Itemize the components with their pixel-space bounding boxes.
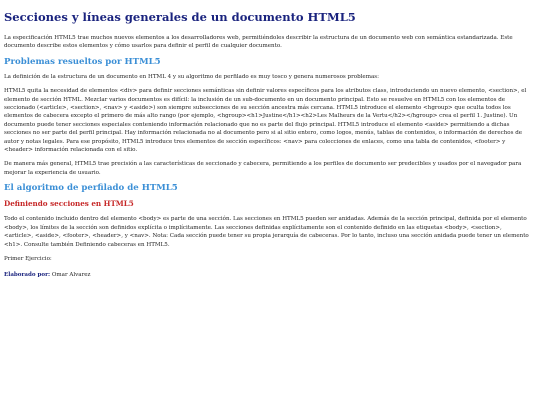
author-name: Omar Alvarez <box>50 272 91 279</box>
section-heading-problems: Problemas resueltos por HTML5 <box>4 56 161 67</box>
author-line <box>4 271 530 279</box>
page-title: Secciones y líneas generales de un documento HTML5 <box>4 10 356 24</box>
paragraph: De manera más general, HTML5 trae precisión a las características de seccionado y cabecera, permitiendo a los perfiles de documento ser predecibles y usados por el navegador para mejorar la experiencia de usuario. <box>4 161 522 176</box>
paragraph: HTML5 quita la necesidad de elementos <div> para definir secciones semánticas sin definir valores específicos para los atributos class, introduciendo un nuevo elemento, <section>, el elemento de sección HTML. Mezclar varios documentos es difícil: la inclusión de un sub-documento en un documento principal. Esto se resuelve en HTML5 con los elementos de seccionado (<article>, <section>, <nav> y <aside>) son siempre subsecciones de su sección ancestra más cercana. HTML5 introduce el elemento <hgroup> que oculta todos los elementos de cabecera excepto el primero de más alto rango (por ejemplo, <hgroup><h1>Justine</h1><h2>Les Malheurs de la Vertu</h2></hgroup> crea el perfil 1. Justine). Un documento puede tener secciones especiales conteniendo información relacionado que no es parte del flujo principal. HTML5 introduce el elemento <aside> permitiendo a dichas secciones no ser parte del perfil principal. Hay información relacionada no al documento pero si al sitio entero, como logos, menús, tablas de contenidos, o información de derechos de autor y notas legales. Para ese propósito, HTML5 introduce tres elementos de sección específicos: <nav> para colecciones de enlaces, como una tabla de contenidos, <footer> y <header> información relacionada con el sitio. <box>4 88 527 154</box>
subsection-heading: Definiendo secciones en HTML5 <box>4 199 134 209</box>
section-heading-algorithm: El algoritmo de perfilado de HTML5 <box>4 183 178 194</box>
exercise-label: Primer Ejercicio: <box>4 255 52 262</box>
intro-paragraph: La especificación HTML5 trae muchos nuevos elementos a los desarrolladores web, permitiéndoles describir la estructura de un documento web con semántica estandarizada. Este documento describe estos elementos y cómo usarlos para definir el perfil de cualquier documento. <box>4 35 513 50</box>
author-label: Elaborado por: <box>4 272 51 279</box>
paragraph: La definición de la estructura de un documento en HTML 4 y su algoritmo de perfilado es muy tosco y genera numerosos problemas: <box>4 73 379 80</box>
document <box>4 10 530 280</box>
paragraph: Todo el contenido incluido dentro del elemento <body> es parte de una sección. Las secciones en HTML5 pueden ser anidadas. Además de la sección principal, definida por el elemento <body>, los límites de la sección son definidos explícita o implícitamente. Las secciones definidas explícitamente son el contenido definido en las etiquetas <body>, <section>, <article>, <aside>, <footer>, <header>, y <nav>. Nota: Cada sección puede tener su propia jerarquía de cabeceras. Por lo tanto, incluso una sección anidada puede tener un elemento <h1>. Consulte también Definiendo cabeceras en HTML5. <box>4 216 529 248</box>
